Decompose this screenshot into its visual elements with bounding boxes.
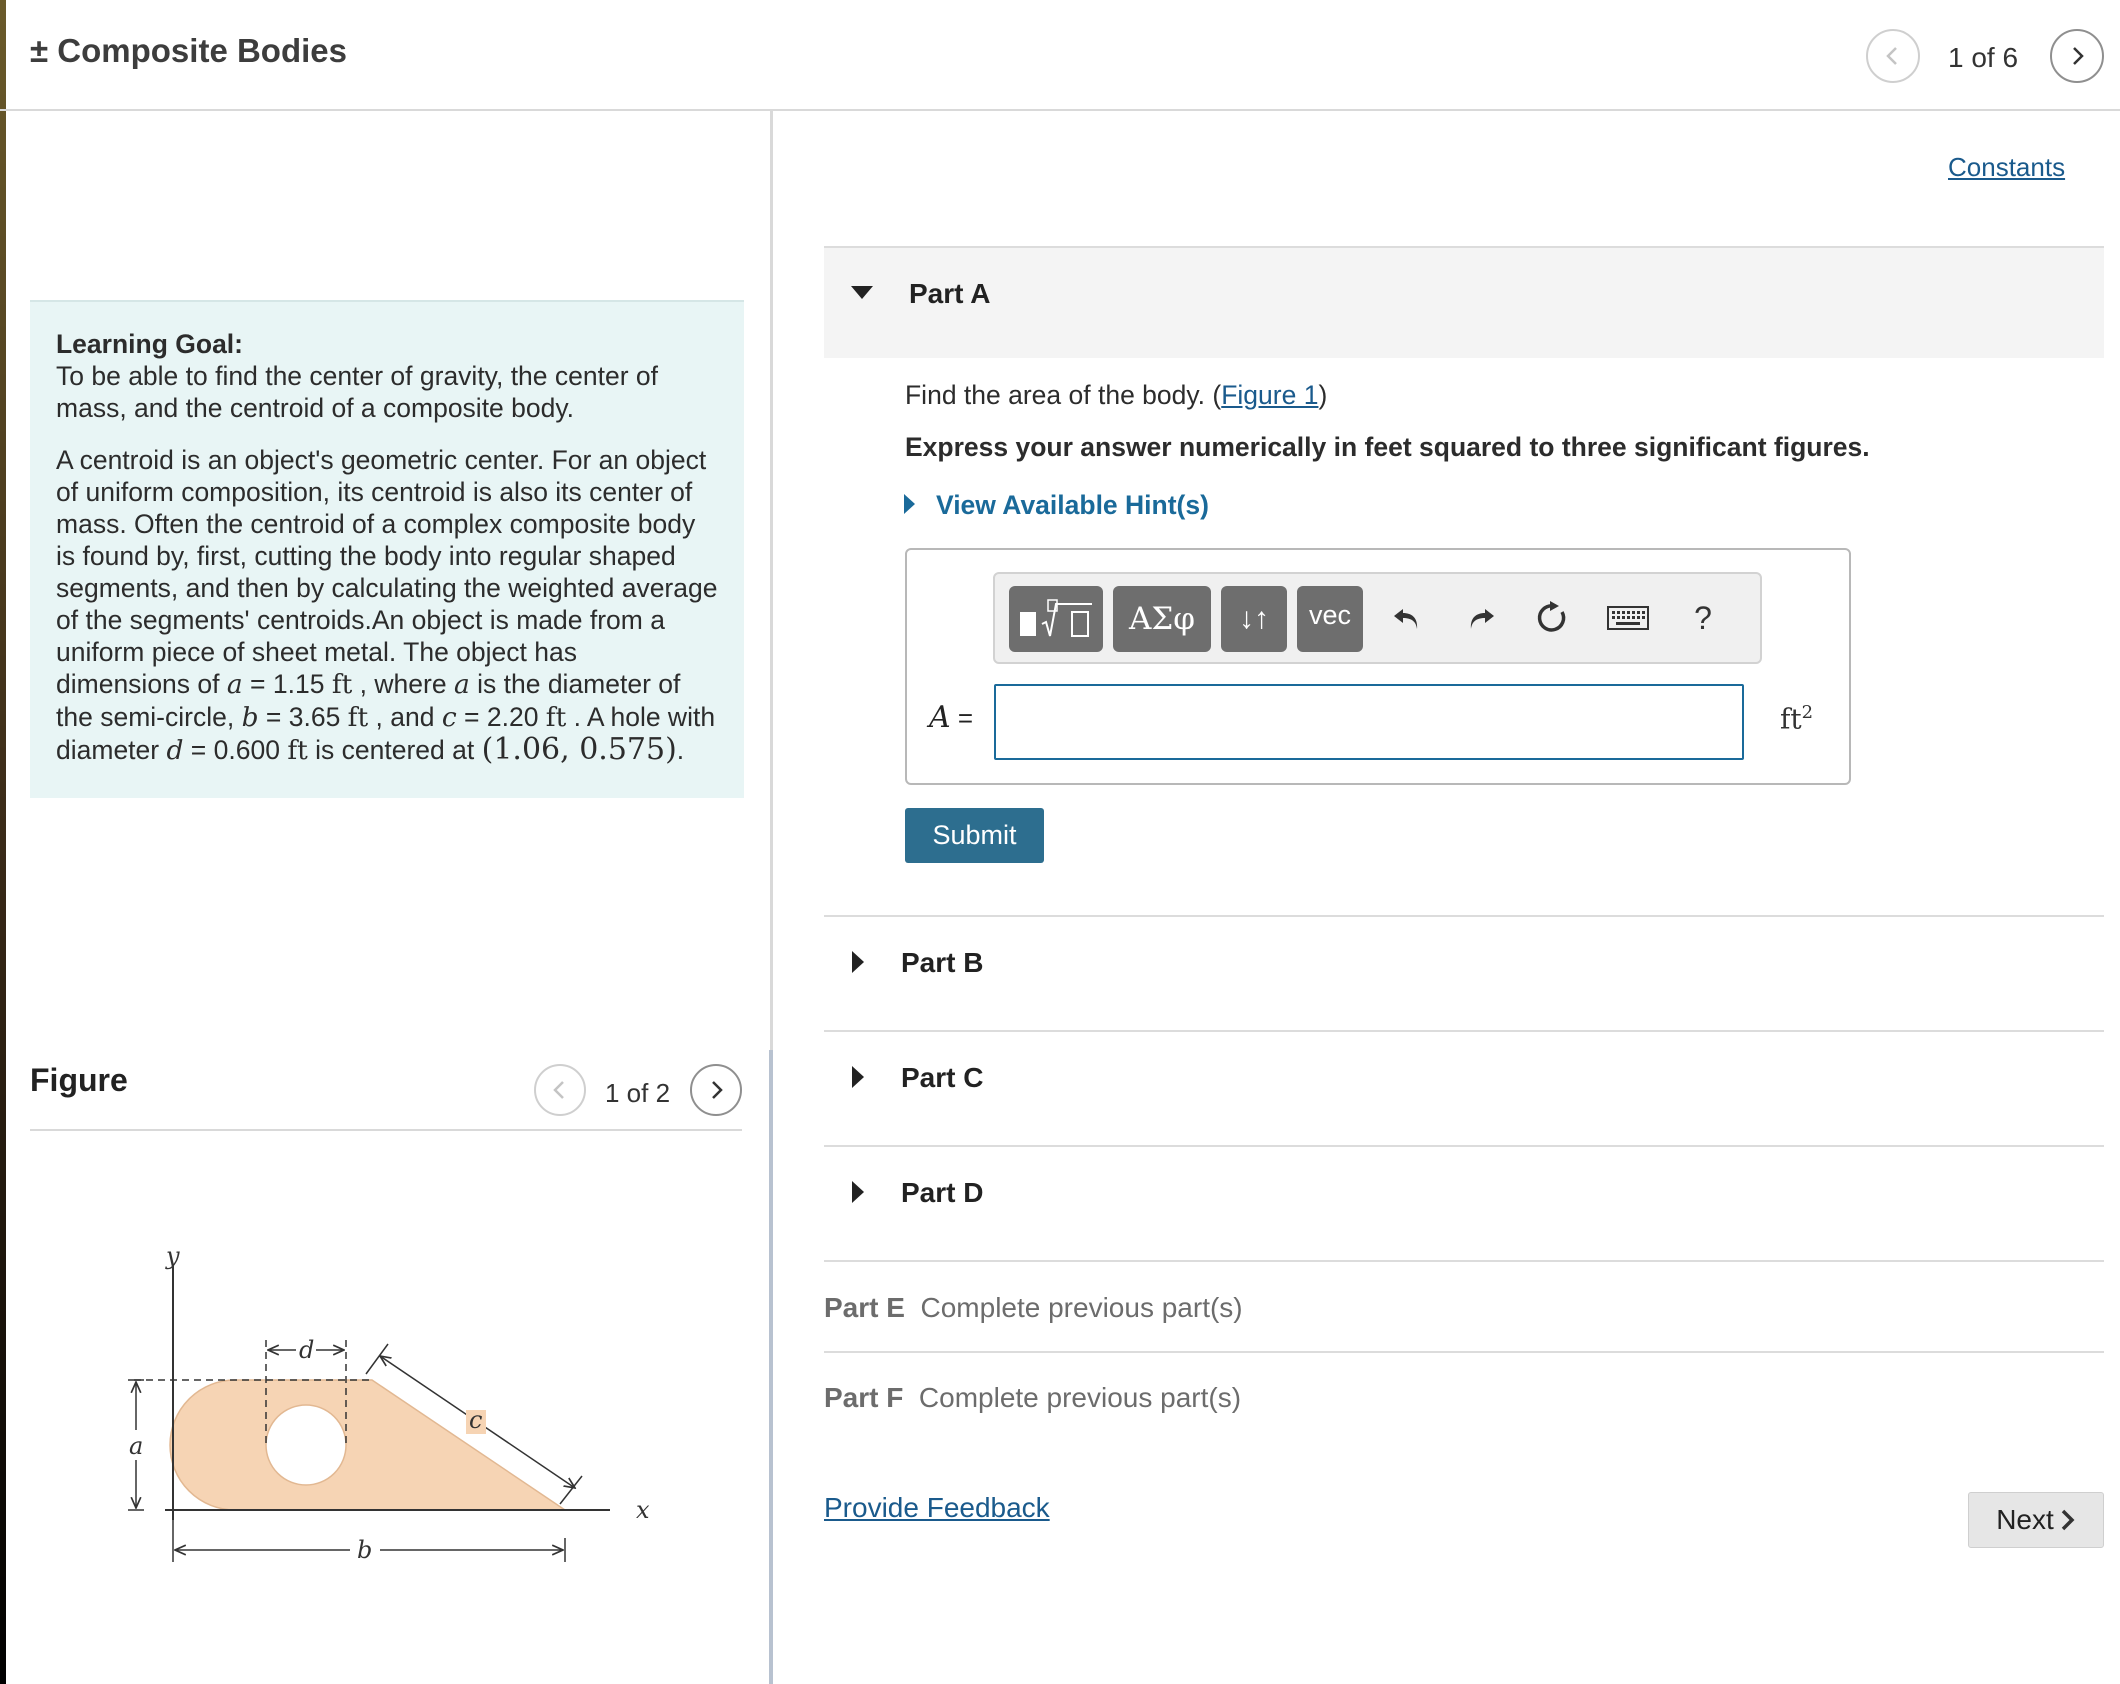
- part-divider: [824, 1351, 2104, 1353]
- hint-caret-icon: [904, 494, 915, 514]
- eq-d: = 0.600: [183, 735, 288, 765]
- x-axis-label: x: [636, 1496, 650, 1524]
- keyboard-icon: [1607, 605, 1649, 631]
- provide-feedback-link[interactable]: Provide Feedback: [824, 1492, 1050, 1523]
- unit-ft: ft: [287, 735, 308, 766]
- y-axis-label: y: [166, 1242, 180, 1270]
- column-splitter[interactable]: [769, 1050, 773, 1684]
- dimension-b-label: b: [357, 1536, 373, 1564]
- answer-box: [905, 548, 1851, 785]
- var-a: a: [226, 669, 243, 700]
- dimension-a-label: a: [129, 1432, 144, 1460]
- figure-counter: 1 of 2: [605, 1078, 671, 1108]
- statement-text: A centroid is an object's geometric center. For an object of uniform composition, its centroid is also its center of mass. Often the centroid of a complex composite body is found by, first, cutting the body into regular shaped segments, and then by calculating the weighted average of the segments' centroids.An object is made from a uniform piece of sheet metal. The object has dimensions of: [56, 445, 718, 699]
- undo-button[interactable]: [1381, 590, 1433, 646]
- answer-input[interactable]: [994, 684, 1744, 760]
- part-e-status: Complete previous part(s): [920, 1292, 1243, 1323]
- learning-goal-heading: Learning Goal:: [56, 329, 243, 359]
- part-c-label: Part C: [901, 1062, 984, 1093]
- chevron-right-icon: [2060, 1509, 2076, 1531]
- subscript-superscript-button[interactable]: ↓↑: [1221, 586, 1287, 652]
- reset-button[interactable]: [1527, 590, 1579, 646]
- help-button[interactable]: ?: [1694, 599, 1712, 636]
- hole-center-point: (1.06, 0.575): [481, 732, 677, 767]
- figure-divider: [30, 1129, 742, 1131]
- var-a: a: [453, 669, 470, 700]
- statement-text: . A hole with diameter: [56, 702, 716, 765]
- question-text: [905, 380, 1327, 411]
- eq-c: = 2.20: [456, 702, 546, 732]
- unit-ft: ft: [545, 702, 567, 733]
- dimension-d-label: d: [299, 1336, 315, 1364]
- part-e-label: Part E: [824, 1292, 905, 1323]
- part-divider: [824, 1260, 2104, 1262]
- part-b-row[interactable]: [824, 917, 2104, 1029]
- figure-previous-button[interactable]: [534, 1064, 586, 1116]
- constants-link[interactable]: Constants: [1948, 152, 2066, 182]
- statement-text: , and: [368, 702, 442, 732]
- submit-button[interactable]: Submit: [905, 808, 1044, 863]
- item-counter: 1 of 6: [1948, 42, 2019, 73]
- chevron-right-icon: [2066, 45, 2088, 67]
- next-item-button[interactable]: [2050, 29, 2104, 83]
- answer-variable-label: [929, 700, 973, 735]
- part-d-row[interactable]: [824, 1147, 2104, 1259]
- fraction-sqrt-template-icon: [1016, 594, 1096, 644]
- statement-text: , where: [352, 669, 454, 699]
- answer-instruction: Express your answer numerically in feet squared to three significant figures.: [905, 432, 1870, 462]
- answer-equals: =: [950, 703, 974, 733]
- eq-b: = 3.65: [258, 702, 348, 732]
- redo-icon: [1465, 602, 1497, 634]
- page-title: ± Composite Bodies: [30, 32, 347, 69]
- answer-variable: A: [929, 700, 951, 735]
- next-button[interactable]: [1968, 1492, 2104, 1548]
- part-e-row: [824, 1292, 1243, 1324]
- caret-right-icon: [852, 1181, 864, 1203]
- keyboard-button[interactable]: [1599, 590, 1657, 646]
- composite-body-shape: [170, 1380, 565, 1510]
- answer-unit: [1780, 702, 1813, 735]
- part-c-row[interactable]: [824, 1032, 2104, 1144]
- next-label: Next: [1996, 1504, 2054, 1535]
- figure-1-link[interactable]: Figure 1: [1221, 380, 1319, 410]
- question-end: ): [1318, 380, 1328, 410]
- statement-text: is centered at: [307, 735, 482, 765]
- caret-right-icon: [852, 1066, 864, 1088]
- figure-title: Figure: [30, 1062, 128, 1098]
- unit-exponent: 2: [1801, 702, 1814, 723]
- unit-ft: ft: [331, 669, 353, 700]
- problem-statement: [56, 444, 718, 767]
- statement-text: is the diameter of the semi-circle,: [56, 669, 681, 732]
- caret-down-icon: [851, 286, 873, 299]
- part-a-header[interactable]: [824, 246, 2104, 358]
- unit-ft: ft: [347, 702, 369, 733]
- redo-button[interactable]: [1455, 590, 1507, 646]
- composite-body-figure: [110, 1240, 670, 1580]
- dimension-c-label: c: [469, 1406, 483, 1434]
- view-hints-link[interactable]: View Available Hint(s): [936, 490, 1209, 520]
- figure-next-button[interactable]: [690, 1064, 742, 1116]
- window-edge: [0, 0, 6, 1684]
- hole-circle: [266, 1405, 346, 1485]
- learning-goal-box: [30, 300, 744, 798]
- part-b-label: Part B: [901, 947, 984, 978]
- undo-icon: [1391, 602, 1423, 634]
- learning-goal-intro: To be able to find the center of gravity, the center of mass, and the centroid of a composite body.: [56, 361, 659, 423]
- top-bar: [0, 0, 2120, 111]
- part-f-row: [824, 1382, 1241, 1414]
- part-f-status: Complete previous part(s): [918, 1382, 1242, 1413]
- statement-text: .: [676, 735, 685, 765]
- caret-right-icon: [852, 951, 864, 973]
- var-c: c: [441, 702, 457, 733]
- part-f-label: Part F: [824, 1382, 904, 1413]
- previous-item-button[interactable]: [1866, 29, 1920, 83]
- var-d: d: [166, 735, 184, 766]
- var-b: b: [241, 702, 259, 733]
- part-a-label: Part A: [909, 278, 991, 309]
- reset-icon: [1535, 600, 1571, 636]
- templates-button[interactable]: [1009, 586, 1103, 652]
- eq-a: = 1.15: [242, 669, 332, 699]
- unit-text: ft: [1780, 702, 1802, 736]
- chevron-left-icon: [1882, 45, 1904, 67]
- math-toolbar: [993, 572, 1762, 664]
- greek-symbols-button[interactable]: ΑΣφ: [1113, 586, 1211, 652]
- part-d-label: Part D: [901, 1177, 984, 1208]
- chevron-left-icon: [549, 1079, 571, 1101]
- question-body: Find the area of the body. (: [905, 380, 1222, 410]
- vector-button[interactable]: vec: [1297, 586, 1363, 652]
- chevron-right-icon: [705, 1079, 727, 1101]
